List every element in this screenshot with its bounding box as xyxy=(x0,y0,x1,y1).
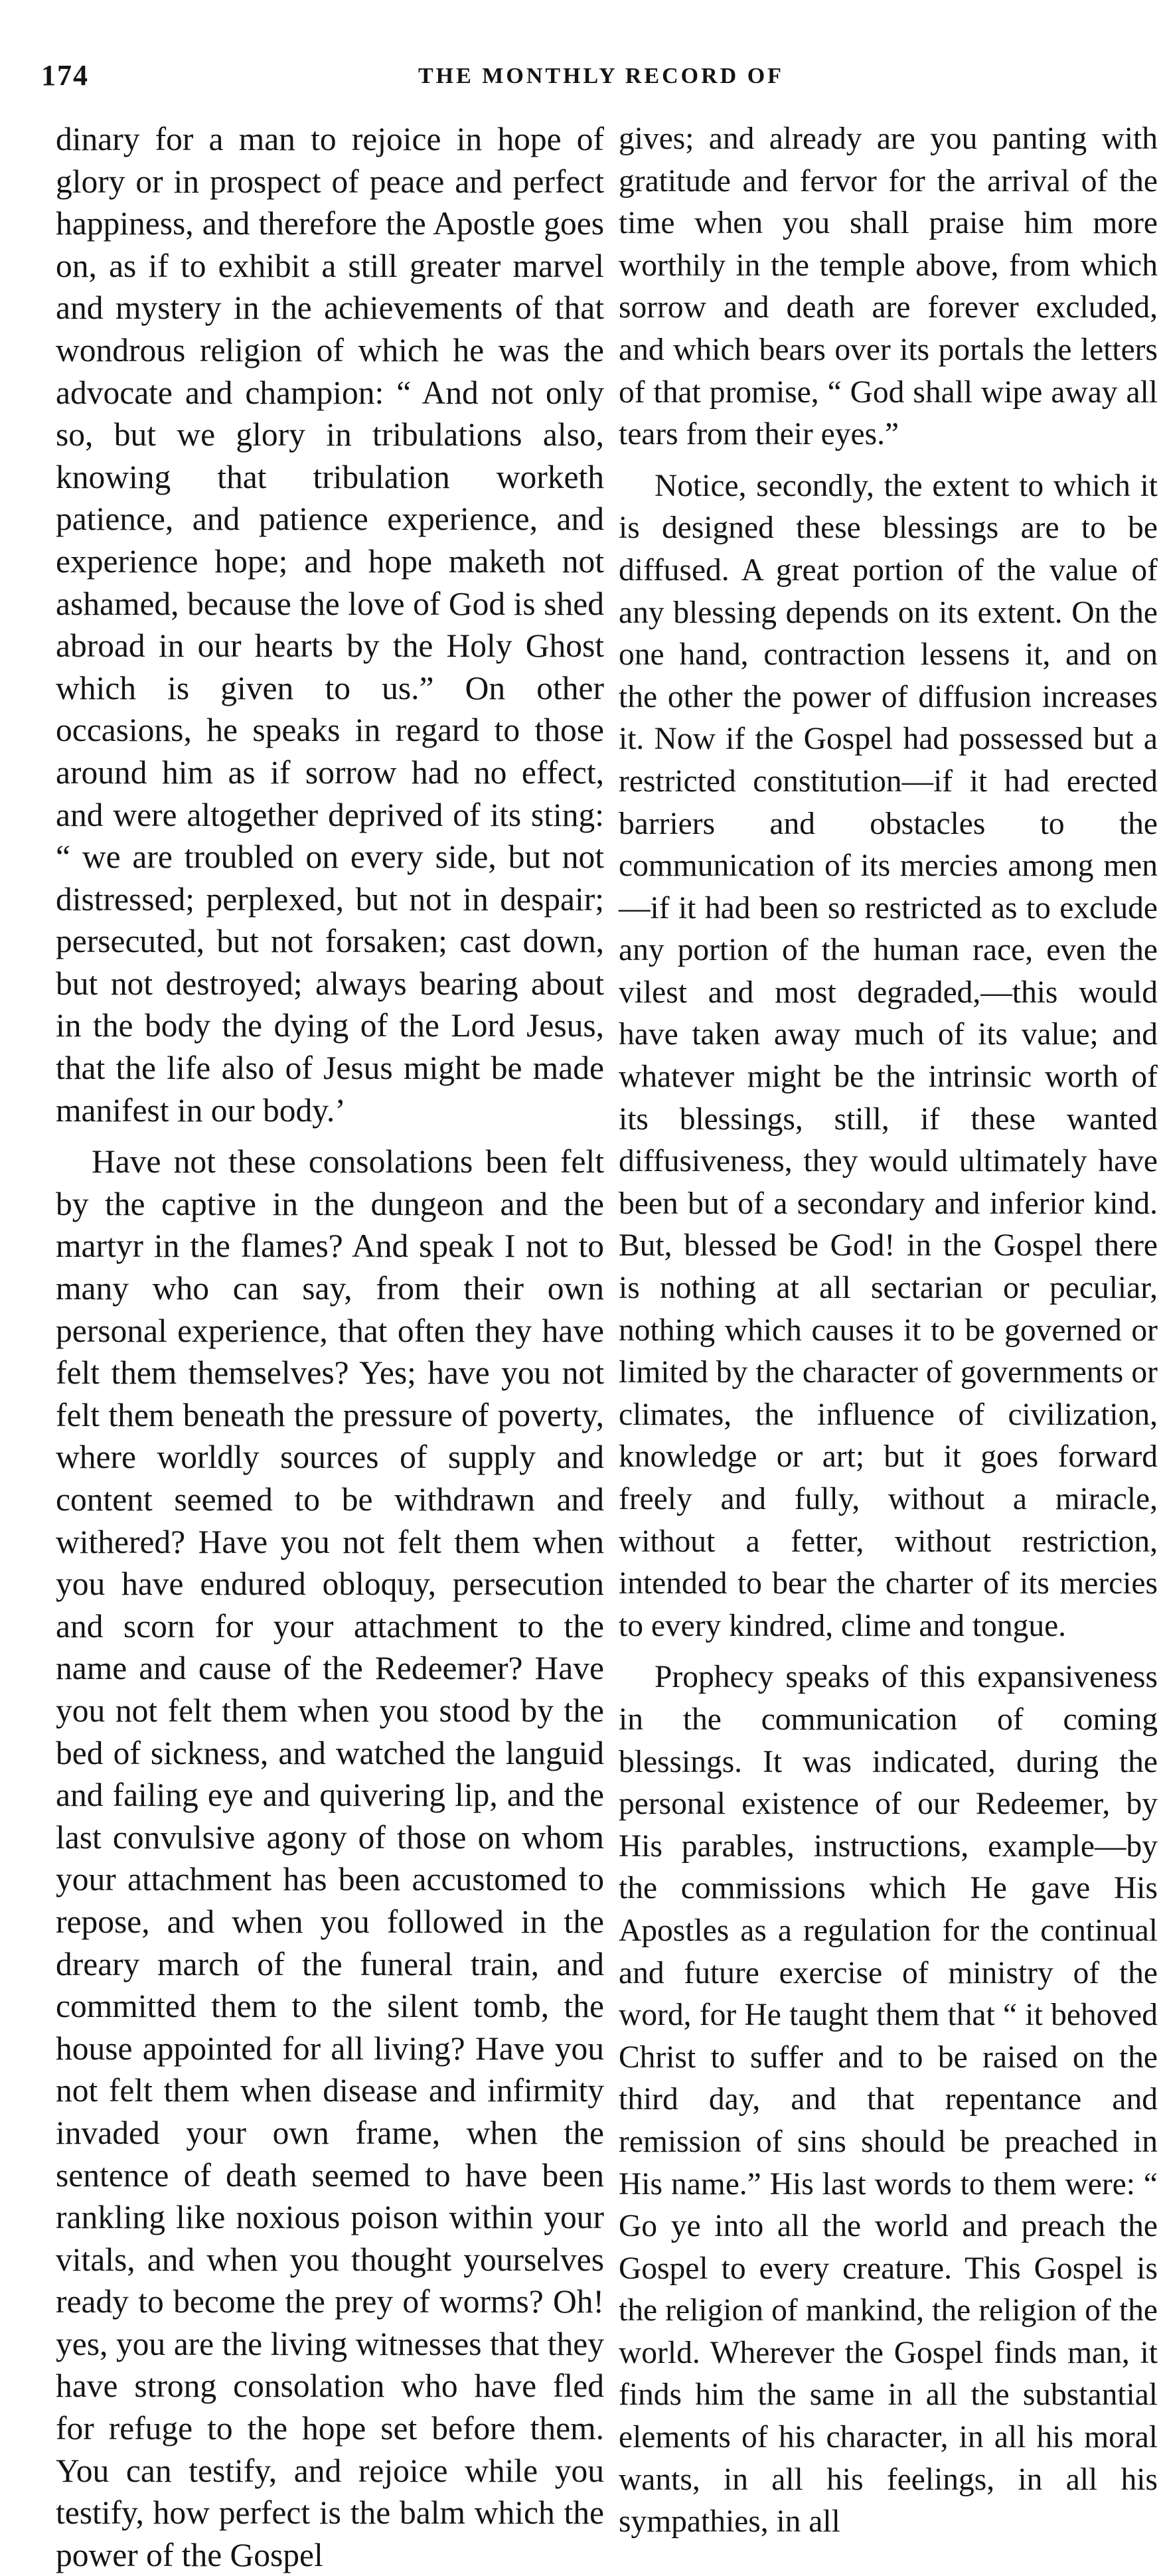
paragraph: gives; and already are you panting with gratitude and fervor for the arrival of the time when you shall praise him more worthily in the temple above, from which sorrow and death are forever excluded, and which bears over its portals the letters of that promise, “ God shall wipe away all tears from their eyes.” xyxy=(619,121,1158,452)
page-number: 174 xyxy=(41,59,89,92)
running-title: THE MONTHLY RECORD OF xyxy=(418,64,784,88)
paragraph: Notice, secondly, the extent to which it is designed these blessings are to be diffused. A great portion of the value of any blessing depends on its extent. On the one hand, contraction lessens it, and on the other the power of diffusion increases it. Now if the Gospel had possessed but a restricted constitution—if it had erected barriers and obstacles to the communication of its mercies among men—if it had been so restricted as to exclude any portion of the human race, even the vilest and most degraded,—this would have taken away much of its value; and whatever might be the intrinsic worth of its blessings, still, if these wanted diffusiveness, they would ultimately have been but of a secondary and inferior kind. But, blessed be God! in the Gospel there is nothing at all sectarian or peculiar, nothing which causes it to be governed or limited by the character of governments or climates, the influence of civilization, knowledge or art; but it goes forward freely and fully, without a miracle, without a fetter, without restriction, intended to bear the charter of its mercies to every kindred, clime and tongue. xyxy=(619,468,1158,1643)
left-column xyxy=(56,118,604,2573)
paragraph: Have not these consolations been felt by the captive in the dungeon and the martyr in the flames? And speak I not to many who can say, from their own personal experience, that often they have felt them themselves? Yes; have you not felt them beneath the pressure of poverty, where worldly sources of supply and content seemed to be withdrawn and withered? Have you not felt them when you have endured obloquy, persecution and scorn for your attachment to the name and cause of the Redeemer? Have you not felt them when you stood by the bed of sickness, and watched the languid and failing eye and quivering lip, and the last convulsive agony of those on whom your attachment has been accustomed to repose, and when you followed in the dreary march of the funeral train, and committed them to the silent tomb, the house appointed for all living? Have you not felt them when disease and infirmity invaded your own frame, when the sentence of death seemed to have been rankling like noxious poison within your vitals, and when you thought yourselves ready to become the prey of worms? Oh! yes, you are the living witnesses that they have strong consolation who have fled for refuge to the hope set before them. You can testify, and rejoice while you testify, how perfect is the balm which the power of the Gospel xyxy=(56,1143,604,2573)
paragraph: dinary for a man to rejoice in hope of glory or in prospect of peace and perfect happiness, and therefore the Apostle goes on, as if to exhibit a still greater marvel and mystery in the achievements of that wondrous religion of which he was the advocate and champion: “ And not only so, but we glory in tribulations also, knowing that tribulation worketh patience, and patience experience, and experience hope; and hope maketh not ashamed, because the love of God is shed abroad in our hearts by the Holy Ghost which is given to us.” On other occasions, he speaks in regard to those around him as if sorrow had no effect, and were altogether deprived of its sting: “ we are troubled on every side, but not distressed; perplexed, but not in despair; persecuted, but not forsaken; cast down, but not destroyed; always bearing about in the body the dying of the Lord Jesus, that the life also of Jesus might be made manifest in our body.’ xyxy=(56,121,604,1129)
paragraph: Prophecy speaks of this expansiveness in the communication of coming blessings. It was indicated, during the personal existence of our Redeemer, by His parables, instructions, example—by the commissions which He gave His Apostles as a regulation for the continual and future exercise of ministry of the word, for He taught them that “ it behoved Christ to suffer and to be raised on the third day, and that repentance and remission of sins should be preached in His name.” His last words to them were: “ Go ye into all the world and preach the Gospel to every creature. This Gospel is the religion of mankind, the religion of the world. Wherever the Gospel finds man, it finds him the same in all the substantial elements of his character, in all his moral wants, in all his feelings, in all his sympathies, in all xyxy=(619,1660,1158,2539)
right-column xyxy=(619,118,1158,2539)
